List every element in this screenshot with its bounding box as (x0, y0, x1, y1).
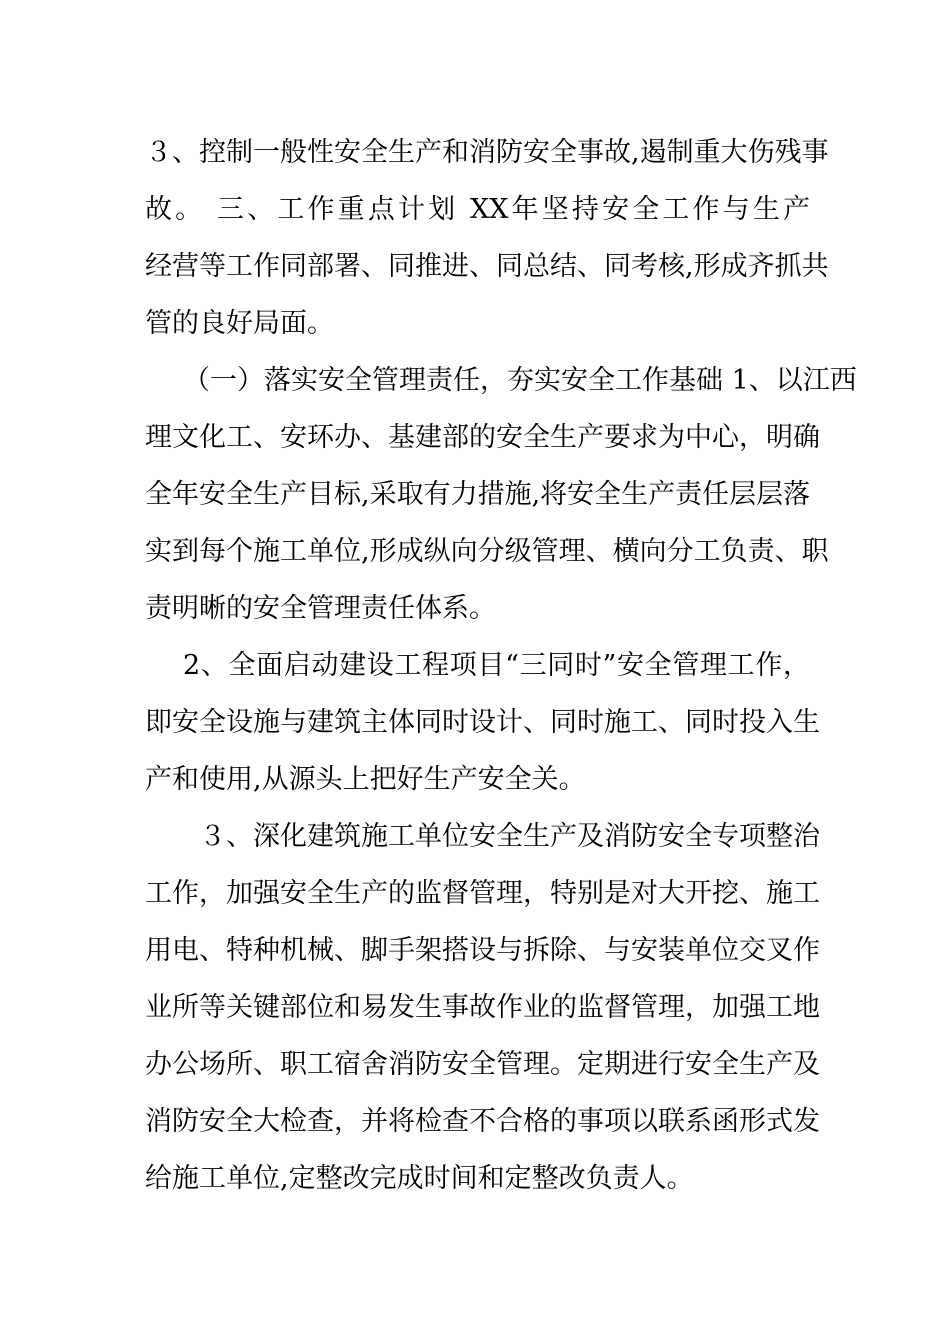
text-line: 即安全设施与建筑主体同时设计、同时施工、同时投入生 (145, 707, 820, 738)
text-line: ３、深化建筑施工单位安全生产及消防安全专项整治 (199, 821, 820, 852)
text-line: 实到每个施工单位,形成纵向分级管理、横向分工负责、职 (145, 536, 829, 567)
text-line: 消防安全大检查，并将检查不合格的事项以联系函形式发 (145, 1106, 820, 1137)
text-line: 故。 三、工作重点计划 XX年坚持安全工作与生产 (145, 194, 810, 225)
text-line: ３、控制一般性安全生产和消防安全事故,遏制重大伤残事 (145, 137, 829, 168)
text-line: 经营等工作同部署、同推进、同总结、同考核,形成齐抓共 (145, 251, 829, 282)
text-line: 工作，加强安全生产的监督管理，特别是对大开挖、施工 (145, 878, 820, 909)
text-line: 给施工单位,定整改完成时间和定整改负责人。 (145, 1163, 694, 1194)
text-line: 理文化工、安环办、基建部的安全生产要求为中心，明确 (145, 422, 820, 453)
text-line: 用电、特种机械、脚手架搭设与拆除、与安装单位交叉作 (145, 935, 820, 966)
text-line: 责明晰的安全管理责任体系。 (145, 593, 496, 624)
text-line: 业所等关键部位和易发生事故作业的监督管理，加强工地 (145, 992, 820, 1023)
text-line: 产和使用,从源头上把好生产安全关。 (145, 764, 586, 795)
text-line: 2、全面启动建设工程项目“三同时”安全管理工作， (183, 650, 810, 681)
text-line: （一）落实安全管理责任，夯实安全工作基础 1、以江西 (183, 365, 857, 396)
text-line: 办公场所、职工宿舍消防安全管理。定期进行安全生产及 (145, 1049, 820, 1080)
text-line: 管的良好局面。 (145, 308, 334, 339)
text-line: 全年安全生产目标,采取有力措施,将安全生产责任层层落 (145, 479, 811, 510)
